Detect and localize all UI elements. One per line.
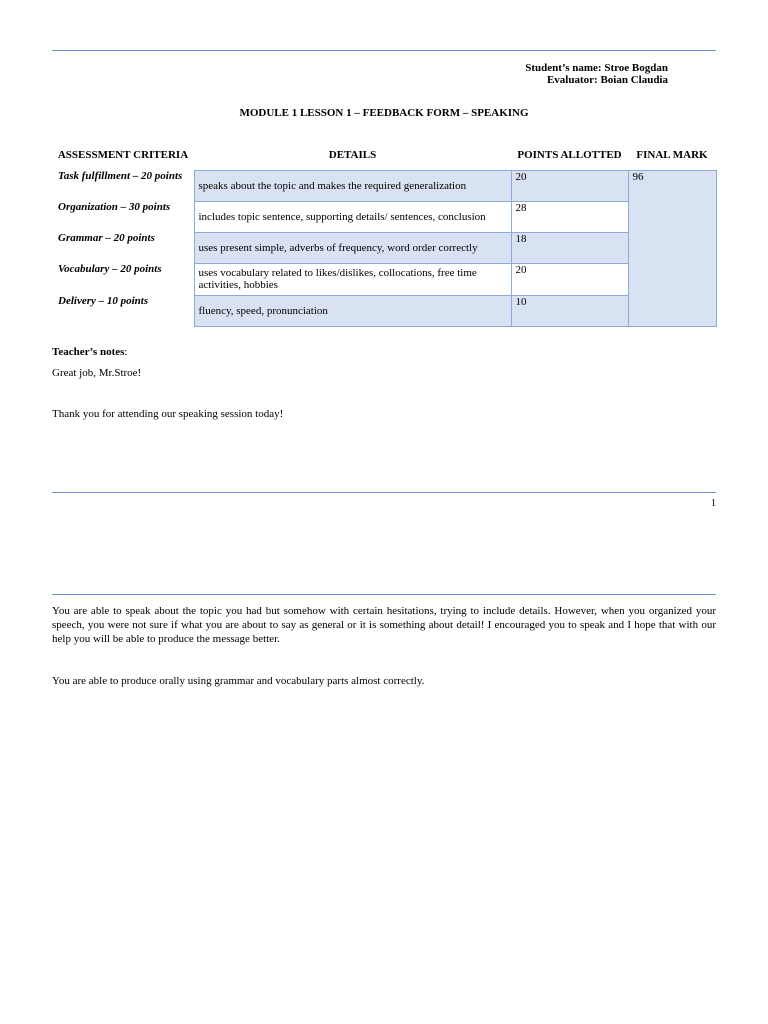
form-title: MODULE 1 LESSON 1 – FEEDBACK FORM – SPEAKING bbox=[239, 107, 529, 119]
teachers-notes-heading bbox=[52, 346, 127, 359]
page2-header-rule bbox=[52, 594, 716, 595]
points-cell: 18 bbox=[511, 232, 628, 263]
feedback-paragraph: You are able to speak about the topic you had but somehow with certain hesitations, trying to include details. However, when you organized your speech, you were not sure if what you are about to say as general or it is something about detail! I encouraged you to speak and I hope that with our help you will be able to produce the message better. bbox=[52, 605, 716, 645]
column-header-final-mark: FINAL MARK bbox=[636, 149, 708, 161]
feedback-paragraph: You are able to produce orally using grammar and vocabulary parts almost correctly. bbox=[52, 675, 425, 687]
table-header-row bbox=[52, 145, 716, 170]
points-cell: 20 bbox=[511, 170, 628, 201]
final-mark-cell: 96 bbox=[628, 170, 716, 326]
table-row bbox=[52, 232, 716, 263]
student-name-line: Student’s name: Stroe Bogdan bbox=[525, 62, 668, 74]
header-rule bbox=[52, 50, 716, 51]
details-cell: uses vocabulary related to likes/dislikes, collocations, free time activities, hobbies bbox=[194, 263, 511, 295]
table-row bbox=[52, 295, 716, 326]
evaluator-line: Evaluator: Boian Claudia bbox=[546, 74, 668, 86]
criterion-cell: Grammar – 20 points bbox=[58, 232, 155, 244]
teachers-notes-label: Teacher’s notes bbox=[52, 346, 125, 358]
details-cell: uses present simple, adverbs of frequency, word order correctly bbox=[194, 232, 511, 263]
criterion-cell: Organization – 30 points bbox=[58, 201, 171, 213]
table-row bbox=[52, 201, 716, 232]
details-cell: fluency, speed, pronunciation bbox=[194, 295, 511, 326]
teachers-comment: Great job, Mr.Stroe! bbox=[52, 367, 142, 379]
column-header-points: POINTS ALLOTTED bbox=[517, 149, 622, 161]
criterion-cell: Task fulfillment – 20 points bbox=[58, 170, 183, 182]
closing-remark: Thank you for attending our speaking session today! bbox=[52, 408, 284, 420]
page-number: 1 bbox=[711, 498, 716, 509]
details-cell: speaks about the topic and makes the required generalization bbox=[194, 170, 511, 201]
points-cell: 20 bbox=[511, 263, 628, 295]
points-cell: 10 bbox=[511, 295, 628, 326]
criterion-cell: Vocabulary – 20 points bbox=[58, 263, 162, 275]
teachers-notes-colon: : bbox=[124, 346, 128, 358]
table-row bbox=[52, 170, 716, 201]
points-cell: 28 bbox=[511, 201, 628, 232]
column-header-details: DETAILS bbox=[328, 149, 377, 161]
criterion-cell: Delivery – 10 points bbox=[58, 295, 149, 307]
assessment-table bbox=[52, 145, 717, 327]
details-cell: includes topic sentence, supporting details/ sentences, conclusion bbox=[194, 201, 511, 232]
table-row bbox=[52, 263, 716, 295]
column-header-criteria: ASSESSMENT CRITERIA bbox=[57, 149, 189, 161]
footer-rule bbox=[52, 492, 716, 493]
